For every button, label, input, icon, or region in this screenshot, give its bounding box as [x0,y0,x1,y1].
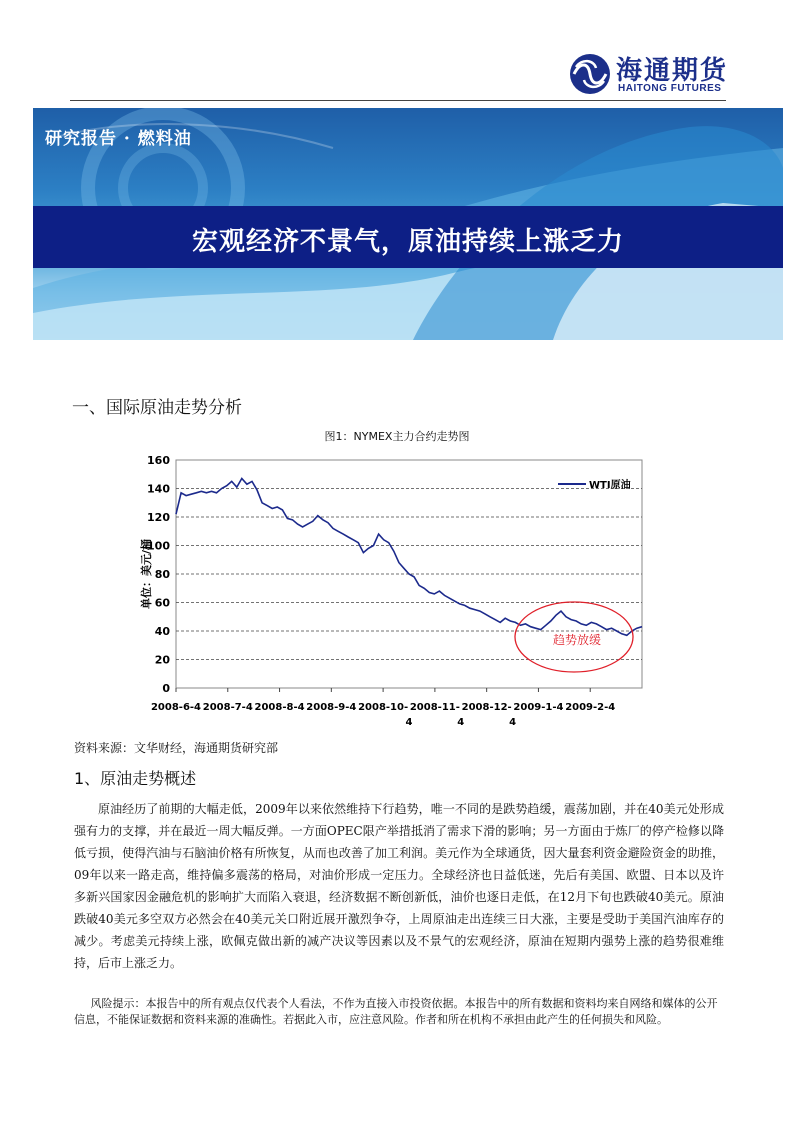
body-paragraph: 原油经历了前期的大幅走低，2009年以来依然维持下行趋势，唯一不同的是跌势趋缓，震荡加剧，并在40美元处形成强有力的支撑，并在最近一周大幅反弹。一方面OPEC限产举措抵消了需求下滑的影响；另一方面由于炼厂的停产检修以降低亏损，使得汽油与石脑油价格有所恢复，从而也改善了加工利润。美元作为全球通货，因大量套利资金避险资金的助推，09年以来一路走高，维持偏多震荡的格局，对油价形成一定压力。全球经济也日益低迷，先后有美国、欧盟、日本以及许多新兴国家因金融危机的影响扩大而陷入衰退，经济数据不断创新低，油价也逐日走低，在12月下旬也跌破40美元。原油跌破40美元多空双方必然会在40美元关口附近展开激烈争夺，上周原油走出连续三日大涨，主要是受助于美国汽油库存的减少。考虑美元持续上涨，欧佩克做出新的减产决议等因素以及不景气的宏观经济，原油在短期内强势上涨的趋势很难维持，后市上涨乏力。 [74,802,724,970]
y-tick-label: 0 [162,682,170,695]
figure-caption: 图1：NYMEX主力合约走势图 [324,430,470,443]
risk-notice: 风险提示：本报告中的所有观点仅代表个人看法，不作为直接入市投资依据。本报告中的所有数据和资料均来自网络和媒体的公开信息，不能保证数据和资料来源的准确性。若据此入市，应注意风险。作者和所在机构不承担由此产生的任何损失和风险。 [74,997,718,1026]
legend-label-wti: WTI原油 [589,480,631,491]
x-tick-label: 2008-12- [461,702,512,713]
y-tick-label: 120 [147,511,170,524]
x-tick-label: 2009-1-4 [513,702,564,713]
section-heading-oil-analysis: 一、国际原油走势分析 [72,398,242,418]
haitong-emblem-icon [568,52,612,96]
y-tick-label: 160 [147,454,170,467]
company-logo [566,50,728,100]
section-heading-overview: 1、原油走势概述 [74,769,197,788]
header-rule [70,100,726,101]
x-tick-label: 2008-10- [358,702,409,713]
x-tick-label-cont: 4 [509,717,517,725]
report-category: 研究报告 · 燃料油 [45,129,192,149]
x-tick-label: 2008-7-4 [202,702,253,713]
y-tick-label: 20 [154,653,170,667]
brand-name-en: HAITONG FUTURES [618,83,722,94]
x-tick-label: 2008-9-4 [306,702,357,713]
wti-price-chart [140,450,650,725]
y-tick-label: 100 [147,539,170,553]
y-tick-label: 140 [147,482,170,496]
y-tick-label: 40 [154,625,170,638]
x-tick-label: 2009-2-4 [565,702,616,713]
y-tick-label: 60 [154,596,170,610]
y-axis-label: 单位：美元/桶 [140,538,153,610]
x-tick-label: 2008-11- [409,702,460,713]
y-tick-label: 80 [154,568,170,581]
x-tick-label: 2008-8-4 [254,702,305,713]
figure-source: 资料来源：文华财经，海通期货研究部 [74,741,279,755]
annotation-label: 趋势放缓 [552,633,602,647]
x-tick-label-cont: 4 [405,717,413,725]
brand-name-cn: 海通期货 [616,56,729,86]
x-tick-label-cont: 4 [457,717,465,725]
x-axis-ticks [151,688,615,725]
report-title: 宏观经济不景气，原油持续上涨乏力 [191,227,624,257]
x-tick-label: 2008-6-4 [150,702,202,713]
report-banner [33,108,783,340]
